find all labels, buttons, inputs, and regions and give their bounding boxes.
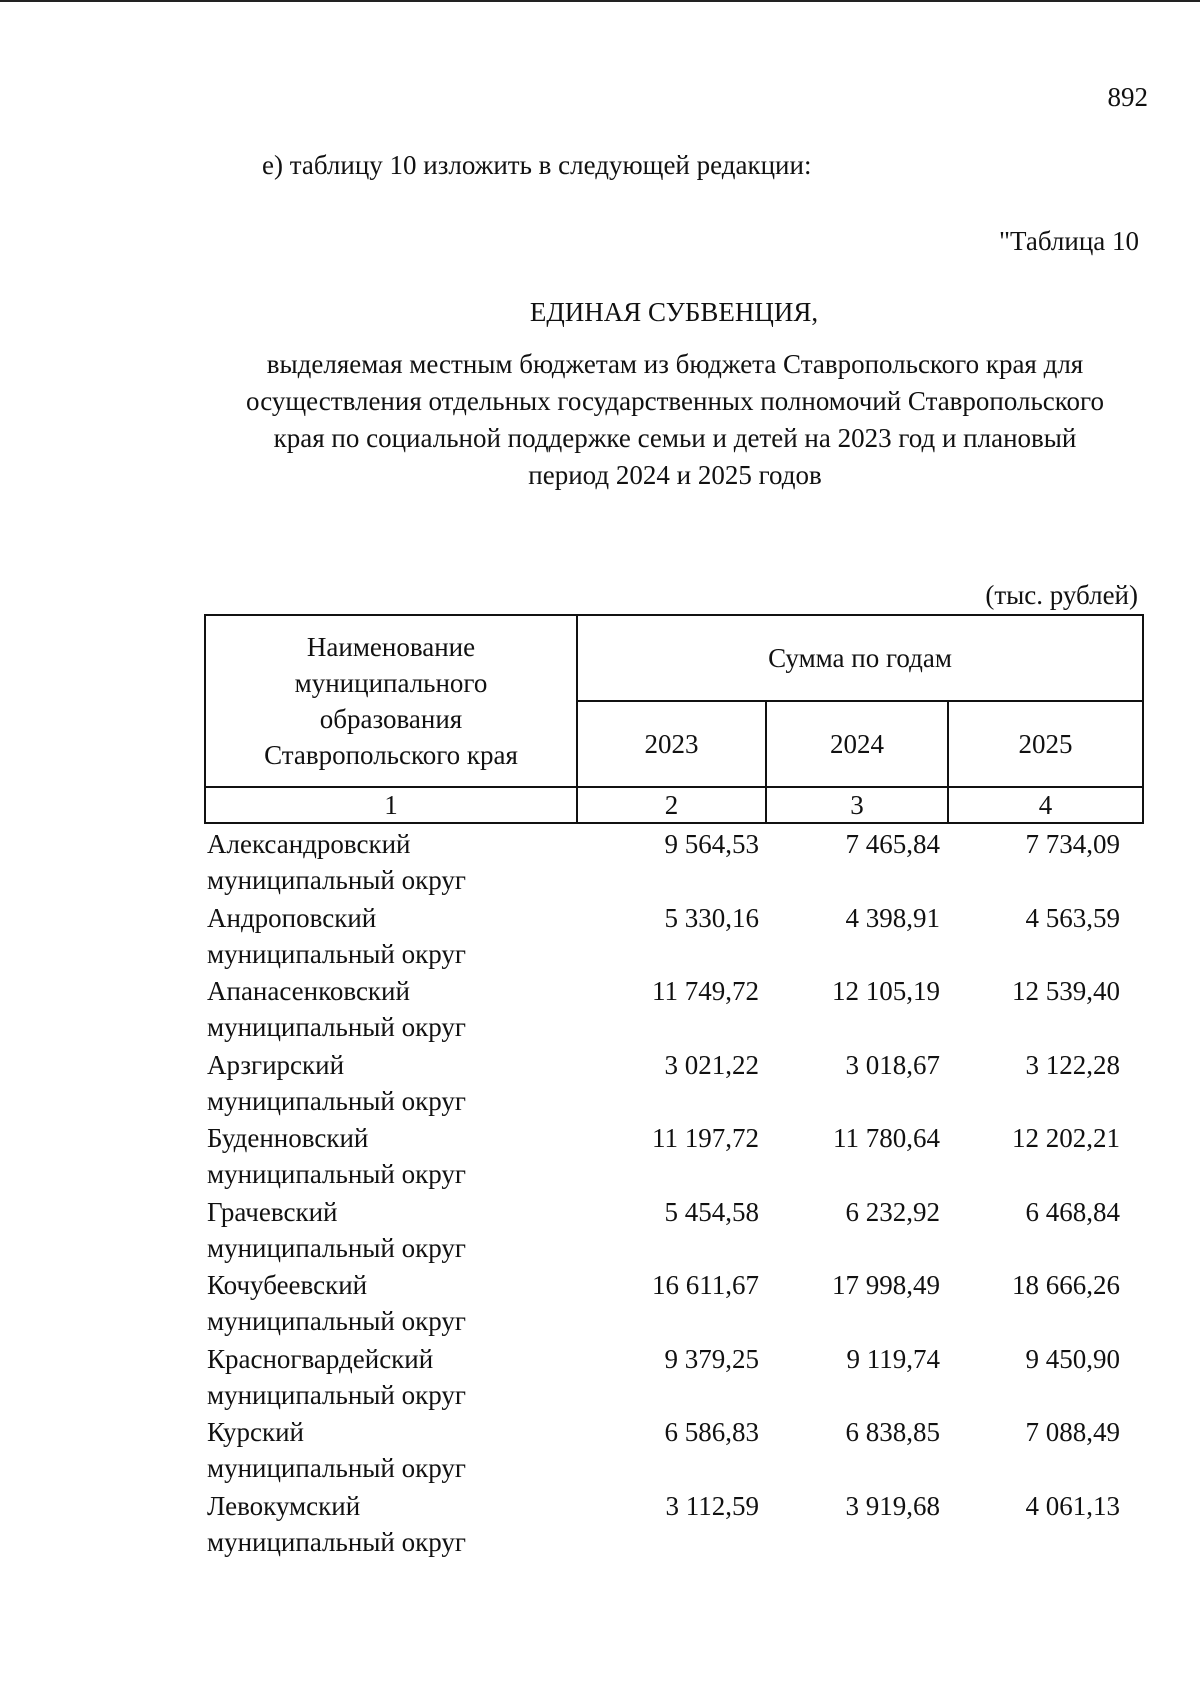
value-2025: 12 539,40: [1012, 976, 1120, 1006]
units-label: (тыс. рублей): [985, 580, 1138, 610]
value-2024: 11 780,64: [833, 1123, 940, 1153]
table-row: [204, 826, 1142, 900]
value-2024: 4 398,91: [845, 902, 940, 933]
table-row: [204, 973, 1142, 1047]
table-row: [204, 1488, 1142, 1562]
municipality-name: [207, 826, 466, 898]
value-2024: 12 105,19: [832, 976, 940, 1006]
column-number: 2: [577, 787, 766, 823]
municipality-name: [207, 900, 466, 972]
top-rule: [0, 0, 1200, 2]
header-name-cell: [205, 615, 577, 787]
value-2023: 9 564,53: [664, 829, 759, 859]
header-sum-by-years: Сумма по годам: [577, 615, 1143, 701]
value-2023: 9 379,25: [664, 1343, 759, 1374]
value-2024: 6 232,92: [845, 1196, 940, 1227]
table-row: [204, 900, 1142, 974]
value-2025: 6 468,84: [1025, 1196, 1120, 1227]
header-name-line: Ставропольского края: [264, 740, 518, 770]
value-2023: 16 611,67: [652, 1270, 759, 1300]
municipality-name: [207, 973, 466, 1045]
municipality-name-line: муниципальный округ: [207, 1306, 466, 1336]
municipality-name-line: Буденновский: [207, 1123, 369, 1153]
value-2025: 3 122,28: [1025, 1049, 1120, 1080]
value-2024: 3 919,68: [845, 1490, 940, 1521]
municipality-name: [207, 1194, 466, 1266]
value-2024: 6 838,85: [845, 1417, 940, 1447]
value-2023: 5 454,58: [664, 1196, 759, 1227]
value-2023: 11 749,72: [652, 976, 759, 1006]
table-row: [204, 1341, 1142, 1415]
column-number: 4: [948, 787, 1143, 823]
value-2025: 7 088,49: [1025, 1417, 1120, 1447]
page-number: 892: [1107, 82, 1148, 112]
intro-text: е) таблицу 10 изложить в следующей редакции:: [262, 150, 812, 180]
municipality-name-line: Грачевский: [207, 1196, 338, 1227]
municipality-name-line: Красногвардейский: [207, 1343, 434, 1374]
municipality-name-line: Андроповский: [207, 902, 377, 933]
table-body: [204, 826, 1142, 1561]
value-2023: 11 197,72: [652, 1123, 759, 1153]
subtitle-line: выделяемая местным бюджетам из бюджета Ставропольского края для: [266, 349, 1084, 379]
municipality-name-line: муниципальный округ: [207, 1085, 466, 1116]
municipality-name-line: муниципальный округ: [207, 1379, 466, 1410]
municipality-name: [207, 1488, 466, 1560]
municipality-name-line: Левокумский: [207, 1490, 361, 1521]
table-row: [204, 1047, 1142, 1121]
municipality-name-line: муниципальный округ: [207, 1526, 466, 1557]
value-2023: 6 586,83: [664, 1417, 759, 1447]
value-2025: 4 061,13: [1025, 1490, 1120, 1521]
municipality-name: [207, 1120, 466, 1192]
value-2024: 7 465,84: [845, 829, 940, 859]
value-2025: 18 666,26: [1012, 1270, 1120, 1300]
municipality-name: [207, 1267, 466, 1339]
value-2025: 9 450,90: [1025, 1343, 1120, 1374]
value-2024: 17 998,49: [832, 1270, 940, 1300]
municipality-name: [207, 1414, 466, 1486]
document-title: ЕДИНАЯ СУБВЕНЦИЯ,: [529, 297, 819, 327]
document-subtitle: [210, 346, 1140, 494]
value-2023: 5 330,16: [664, 902, 759, 933]
table-row: [204, 1414, 1142, 1488]
header-name-line: муниципального: [294, 668, 488, 698]
header-year-2024: 2024: [766, 701, 948, 787]
value-2025: 4 563,59: [1025, 902, 1120, 933]
value-2024: 9 119,74: [846, 1343, 940, 1374]
table-row: [204, 1194, 1142, 1268]
municipality-name: [207, 1047, 466, 1119]
value-2025: 12 202,21: [1012, 1123, 1120, 1153]
subtitle-line: период 2024 и 2025 годов: [528, 460, 822, 490]
column-number: 1: [205, 787, 577, 823]
municipality-name-line: Арзгирский: [207, 1049, 345, 1080]
municipality-name-line: муниципальный округ: [207, 1453, 466, 1483]
municipality-name-line: Курский: [207, 1417, 304, 1447]
subtitle-line: края по социальной поддержке семьи и детей на 2023 год и плановый: [273, 423, 1077, 453]
municipality-name-line: Александровский: [207, 829, 411, 859]
municipality-name-line: муниципальный округ: [207, 1232, 466, 1263]
value-2023: 3 021,22: [664, 1049, 759, 1080]
municipality-name: [207, 1341, 466, 1413]
value-2023: 3 112,59: [665, 1490, 759, 1521]
header-year-2023: 2023: [577, 701, 766, 787]
table-row: [204, 1120, 1142, 1194]
header-year-2025: 2025: [948, 701, 1143, 787]
value-2024: 3 018,67: [845, 1049, 940, 1080]
municipality-name-line: муниципальный округ: [207, 938, 466, 969]
municipality-name-line: муниципальный округ: [207, 1159, 466, 1189]
municipality-name-line: Апанасенковский: [207, 976, 410, 1006]
municipality-name-line: муниципальный округ: [207, 1012, 466, 1042]
municipality-name-line: Кочубеевский: [207, 1270, 368, 1300]
header-name-line: Наименование: [306, 632, 476, 662]
subtitle-line: осуществления отдельных государственных полномочий Ставропольского: [246, 386, 1104, 416]
table-label: "Таблица 10: [999, 226, 1139, 256]
municipality-name-line: муниципальный округ: [207, 865, 466, 895]
header-name-line: образования: [319, 704, 463, 734]
value-2025: 7 734,09: [1025, 829, 1120, 859]
table-header: [204, 614, 1144, 824]
table-row: [204, 1267, 1142, 1341]
column-number: 3: [766, 787, 948, 823]
